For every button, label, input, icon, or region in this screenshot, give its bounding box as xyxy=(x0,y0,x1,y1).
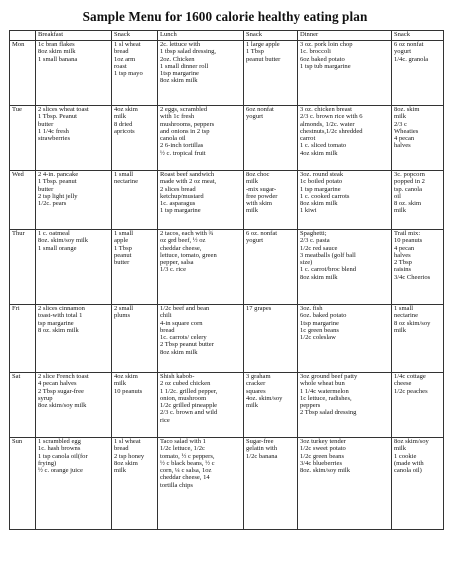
menu-line: 1/4c. granola xyxy=(394,55,429,63)
menu-cell-lunch xyxy=(158,41,244,106)
menu-line: strawberries xyxy=(38,135,70,142)
menu-line: bread xyxy=(114,445,129,453)
menu-line: 1c bran flakes xyxy=(38,41,75,48)
menu-line: toast-with total 1 xyxy=(38,312,83,320)
header-row xyxy=(10,31,444,41)
menu-line: 3/4c blueberries xyxy=(300,459,342,467)
menu-line: 1 sl wheat xyxy=(114,41,141,48)
menu-line: 3c. popcorn xyxy=(394,171,425,178)
menu-line: 3 oz. chicken breast xyxy=(300,106,352,113)
menu-line: 8oz. skim xyxy=(394,106,420,113)
menu-cell-breakfast xyxy=(36,106,112,171)
menu-line: 8oz skim xyxy=(114,459,138,467)
menu-line: 8 dried xyxy=(114,120,133,128)
menu-line: peanut butter xyxy=(246,55,281,63)
menu-cell-snack-3 xyxy=(392,171,444,230)
menu-line: 8oz skim milk xyxy=(300,273,338,281)
menu-cell-breakfast xyxy=(36,230,112,305)
menu-line: 1c lettuce, radishes, xyxy=(300,394,352,402)
menu-line: chili xyxy=(160,312,172,320)
menu-line: corn, ¼ c salsa, 1oz xyxy=(160,467,212,474)
menu-line: almonds, 1/2c. water xyxy=(300,120,355,128)
menu-line: 1 c. oatmeal xyxy=(38,230,70,237)
menu-line: with 1c fresh xyxy=(160,113,195,121)
menu-table xyxy=(9,30,444,530)
menu-line: tortilla chips xyxy=(160,481,193,489)
menu-line: 10 peanuts xyxy=(394,237,423,245)
menu-cell-snack-1 xyxy=(112,171,158,230)
menu-line: raisins xyxy=(394,266,412,274)
menu-line: 1tsp margarine xyxy=(300,319,339,327)
menu-cell-dinner xyxy=(298,373,392,438)
menu-cell-lunch xyxy=(158,230,244,305)
menu-line: 1 small xyxy=(394,305,414,312)
menu-line: ½ c black beans, ½ c xyxy=(160,459,215,467)
menu-line: milk xyxy=(394,207,407,215)
menu-line: 4oz. skim/soy xyxy=(246,394,283,402)
menu-line: tsp. canola xyxy=(394,185,422,193)
menu-line: 4oz skim milk xyxy=(300,149,338,157)
day-cell: Mon xyxy=(10,41,36,106)
menu-cell-snack-2 xyxy=(244,106,298,171)
menu-line: 6oz nonfat xyxy=(246,106,274,113)
menu-line: 2/3 c xyxy=(394,120,407,128)
menu-line: (made with xyxy=(394,459,424,467)
menu-line: 1c green beans xyxy=(300,326,339,334)
menu-line: 1 Tbsp xyxy=(246,48,264,56)
menu-line: milk xyxy=(114,380,127,388)
menu-line: 1c. hash browns xyxy=(38,445,81,453)
menu-line: Wheaties xyxy=(394,127,419,135)
menu-line: 1/2c sweet potato xyxy=(300,445,346,453)
menu-line: milk xyxy=(114,113,127,121)
menu-line: 1 tsp margarine xyxy=(160,207,201,215)
menu-line: 2 slices cinnamon xyxy=(38,305,85,312)
page-title: Sample Menu for 1600 calorie healthy eating plan xyxy=(82,9,368,24)
menu-line: Trail mix: xyxy=(394,230,421,237)
menu-line: 1/2c. pears xyxy=(38,200,67,207)
menu-line: milk xyxy=(246,402,259,409)
table-row xyxy=(10,438,444,530)
menu-cell-dinner xyxy=(298,305,392,373)
menu-line: 8oz choc xyxy=(246,171,270,178)
menu-line: bread xyxy=(160,326,175,334)
menu-line: 2 Tbsp peanut butter xyxy=(160,341,214,349)
menu-line: with skim xyxy=(246,200,273,207)
menu-line: 2 tacos, each with ¾ xyxy=(160,230,214,237)
menu-cell-snack-2 xyxy=(244,41,298,106)
menu-line: 8 oz. skim xyxy=(394,200,422,207)
table-row xyxy=(10,373,444,438)
menu-line: 1/2c lettuce, 1/2c xyxy=(160,445,205,453)
menu-line: 1/2c grilled pineapple xyxy=(160,402,218,409)
menu-line: 1 c. carrot/broc blend xyxy=(300,266,356,274)
menu-line: syrup xyxy=(38,394,53,402)
menu-line: 1 scrambled egg xyxy=(38,438,81,445)
menu-line: 1 Tbsp. peanut xyxy=(38,178,77,186)
menu-line: free powder xyxy=(246,192,278,200)
menu-cell-snack-3 xyxy=(392,230,444,305)
menu-line: 4-in square corn xyxy=(160,319,203,327)
menu-line: lettuce, tomato, green xyxy=(160,251,217,259)
menu-line: 1/4c cottage xyxy=(394,373,426,380)
menu-line: 4 pecan xyxy=(394,244,415,252)
menu-line: 2/3 c. brown rice with 6 xyxy=(300,113,363,121)
menu-line: 4 pecan xyxy=(394,135,415,142)
menu-line: milk xyxy=(394,113,407,121)
menu-cell-dinner xyxy=(298,171,392,230)
menu-line: ½ c. tropical fruit xyxy=(160,149,206,157)
menu-line: 2 Tbsp sugar-free xyxy=(38,387,84,395)
menu-cell-dinner xyxy=(298,41,392,106)
day-cell: Thur xyxy=(10,230,36,305)
menu-line: 6 oz. nonfat xyxy=(246,230,278,237)
menu-line: 6oz baked potato xyxy=(300,55,345,63)
menu-line: canola oil) xyxy=(394,467,422,474)
table-row xyxy=(10,106,444,171)
menu-line: frying) xyxy=(38,459,57,467)
menu-cell-snack-3 xyxy=(392,41,444,106)
menu-cell-snack-1 xyxy=(112,41,158,106)
menu-line: 8oz skim milk xyxy=(38,48,76,56)
menu-line: roast xyxy=(114,62,127,70)
menu-line: ketchup/mustard xyxy=(160,192,204,200)
menu-line: 2 eggs, scrambled xyxy=(160,106,208,113)
menu-line: apple xyxy=(114,237,129,245)
day-cell: Wed xyxy=(10,171,36,230)
menu-line: 1 Tbsp xyxy=(114,244,132,252)
menu-cell-snack-3 xyxy=(392,373,444,438)
menu-line: butter xyxy=(38,185,54,193)
menu-line: 2 tsp light jelly xyxy=(38,192,78,200)
menu-line: 1 small orange xyxy=(38,244,77,252)
menu-line: 1 small xyxy=(114,230,134,237)
menu-cell-snack-1 xyxy=(112,106,158,171)
menu-line: tsp margarine xyxy=(38,319,74,327)
header-lunch: Lunch xyxy=(158,31,244,41)
menu-line: 2 slice French toast xyxy=(38,373,89,380)
header-dinner: Dinner xyxy=(298,31,392,41)
menu-line: 2oz. Chicken xyxy=(160,55,195,63)
menu-line: -mix sugar- xyxy=(246,185,277,193)
menu-line: 1 Tbsp. Peanut xyxy=(38,113,77,121)
menu-line: halves xyxy=(394,251,411,259)
menu-line: oz grd beef, ½ oz xyxy=(160,237,206,245)
day-cell: Fri xyxy=(10,305,36,373)
menu-cell-snack-2 xyxy=(244,438,298,530)
menu-line: 2/3 c. pasta xyxy=(300,237,330,245)
menu-line: cheese xyxy=(394,380,412,388)
menu-line: Sugar-free xyxy=(246,438,274,445)
menu-line: gelatin with xyxy=(246,445,278,453)
menu-line: apricots xyxy=(114,127,135,135)
menu-line: 2 slices bread xyxy=(160,185,196,193)
menu-line: 3 meatballs (golf ball xyxy=(300,251,356,259)
menu-cell-snack-2 xyxy=(244,373,298,438)
menu-line: 8 oz skim/soy xyxy=(394,319,431,327)
menu-line: 8oz. skim/soy milk xyxy=(300,467,351,474)
menu-line: 10 peanuts xyxy=(114,387,143,395)
menu-cell-snack-3 xyxy=(392,106,444,171)
menu-line: 17 grapes xyxy=(246,305,272,312)
menu-line: 8oz skim milk xyxy=(160,77,198,85)
menu-cell-lunch xyxy=(158,305,244,373)
header-day xyxy=(10,31,36,41)
menu-line: Shish kabob- xyxy=(160,373,195,380)
menu-line: mushrooms, peppers xyxy=(160,120,215,128)
header-breakfast: Breakfast xyxy=(36,31,112,41)
menu-line: 1/3 c. rice xyxy=(160,266,186,274)
menu-line: 1/2c beef and bean xyxy=(160,305,210,312)
menu-line: 8oz. skim/soy milk xyxy=(38,237,89,245)
menu-line: 3oz. fish xyxy=(300,305,323,312)
menu-line: 3oz turkey tender xyxy=(300,438,346,445)
menu-line: 4 pecan halves xyxy=(38,380,77,388)
day-cell: Sun xyxy=(10,438,36,530)
menu-line: peppers xyxy=(300,402,321,409)
menu-line: yogurt xyxy=(246,237,264,245)
menu-line: butter xyxy=(38,120,54,128)
menu-cell-snack-1 xyxy=(112,438,158,530)
menu-cell-dinner xyxy=(298,438,392,530)
menu-cell-breakfast xyxy=(36,305,112,373)
menu-line: 1 1/4c fresh xyxy=(38,127,69,135)
table-row xyxy=(10,41,444,106)
menu-line: 2 6-inch tortillas xyxy=(160,142,204,150)
menu-line: 8oz skim milk xyxy=(300,200,338,207)
menu-line: 1c. carrots/ celery xyxy=(160,334,207,341)
menu-line: 1 small dinner roll xyxy=(160,62,209,70)
menu-line: 3 graham xyxy=(246,373,271,380)
table-row xyxy=(10,230,444,305)
menu-line: 1tsp margarine xyxy=(160,70,199,77)
menu-line: pepper, salsa xyxy=(160,259,194,266)
menu-line: popped in 2 xyxy=(394,178,425,186)
menu-line: 1 cookie xyxy=(394,452,417,460)
menu-line: made with 2 oz meat, xyxy=(160,178,217,186)
menu-line: onion, mushroom xyxy=(160,394,207,402)
menu-line: squares xyxy=(246,387,266,395)
menu-cell-breakfast xyxy=(36,41,112,106)
menu-cell-dinner xyxy=(298,230,392,305)
menu-cell-breakfast xyxy=(36,171,112,230)
menu-line: size) xyxy=(300,259,313,266)
menu-line: 4oz skim xyxy=(114,373,138,380)
menu-cell-breakfast xyxy=(36,438,112,530)
menu-cell-snack-1 xyxy=(112,305,158,373)
menu-line: 1 tbsp salad dressing, xyxy=(160,48,217,56)
menu-line: 2c. lettuce with xyxy=(160,41,201,48)
menu-line: carrot xyxy=(300,135,316,142)
menu-line: 1/2c peaches xyxy=(394,387,428,395)
menu-line: butter xyxy=(114,259,130,266)
menu-line: 2 Tbsp salad dressing xyxy=(300,409,357,417)
menu-line: 1 1/4c watermelon xyxy=(300,387,349,395)
menu-cell-snack-2 xyxy=(244,230,298,305)
menu-cell-snack-3 xyxy=(392,438,444,530)
menu-line: 1 tsp mayo xyxy=(114,70,143,77)
menu-body xyxy=(10,41,444,530)
menu-line: 1c. asparagus xyxy=(160,200,196,207)
header-snack-1: Snack xyxy=(112,31,158,41)
menu-line: 1 kiwi xyxy=(300,207,317,215)
menu-line: 1c. broccoli xyxy=(300,48,331,56)
menu-cell-dinner xyxy=(298,106,392,171)
menu-line: 2 Tbsp xyxy=(394,259,412,266)
menu-line: cheddar cheese, xyxy=(160,244,202,252)
menu-line: 1 small xyxy=(114,171,134,178)
menu-line: 1 tsp tub margarine xyxy=(300,62,351,70)
menu-line: 1/2c coleslaw xyxy=(300,334,336,341)
menu-line: 6 oz nonfat xyxy=(394,41,424,48)
menu-line: 8oz skim milk xyxy=(160,348,198,356)
menu-line: and onions in 2 tsp xyxy=(160,127,210,135)
menu-line: Spaghetti; xyxy=(300,230,327,237)
menu-line: 1 c. cooked carrots xyxy=(300,192,350,200)
menu-cell-snack-1 xyxy=(112,230,158,305)
header-snack-2: Snack xyxy=(244,31,298,41)
menu-line: 6oz. baked potato xyxy=(300,312,347,320)
menu-line: 1 small banana xyxy=(38,55,78,63)
menu-line: 3oz. round steak xyxy=(300,171,344,178)
menu-line: milk xyxy=(246,178,259,186)
menu-line: Roast beef sandwich xyxy=(160,171,215,178)
menu-line: 2 oz cubed chicken xyxy=(160,380,211,388)
day-cell: Sat xyxy=(10,373,36,438)
menu-line: 2 tsp honey xyxy=(114,452,145,460)
menu-line: oil xyxy=(394,192,401,200)
menu-line: 2/3 c. brown and wild xyxy=(160,409,218,417)
menu-cell-lunch xyxy=(158,171,244,230)
menu-cell-breakfast xyxy=(36,373,112,438)
menu-line: 3 oz. pork loin chop xyxy=(300,41,353,48)
menu-line: bread xyxy=(114,48,129,56)
menu-line: 1oz arm xyxy=(114,55,136,63)
menu-cell-snack-1 xyxy=(112,373,158,438)
menu-line: 1 large apple xyxy=(246,41,280,48)
menu-line: 8oz skim/soy milk xyxy=(38,402,87,409)
menu-cell-lunch xyxy=(158,106,244,171)
menu-line: milk xyxy=(394,445,407,453)
menu-line: 4oz skim xyxy=(114,106,138,113)
menu-line: halves xyxy=(394,142,411,150)
menu-cell-lunch xyxy=(158,438,244,530)
menu-line: 1 tsp margarine xyxy=(300,185,341,193)
menu-line: Taco salad with 1 xyxy=(160,438,206,445)
menu-line: plums xyxy=(114,312,131,320)
menu-line: 2 small xyxy=(114,305,134,312)
menu-line: 8 oz. skim milk xyxy=(38,326,79,334)
menu-line: 1c boiled potato xyxy=(300,178,343,186)
menu-line: cheddar cheese, 14 xyxy=(160,474,210,482)
menu-cell-snack-2 xyxy=(244,305,298,373)
menu-line: nectarine xyxy=(394,312,418,320)
menu-line: milk xyxy=(246,207,259,215)
menu-line: 3oz ground beef patty xyxy=(300,373,358,380)
day-cell: Tue xyxy=(10,106,36,171)
menu-line: nectarine xyxy=(114,178,138,186)
menu-line: tomato, ½ c peppers, xyxy=(160,452,215,460)
menu-line: 1 c. sliced tomato xyxy=(300,142,347,150)
menu-line: yogurt xyxy=(246,113,264,121)
menu-cell-snack-2 xyxy=(244,171,298,230)
menu-line: rice xyxy=(160,416,170,424)
menu-line: whole wheat bun xyxy=(300,380,345,388)
menu-line: milk xyxy=(114,467,127,474)
menu-line: 1 sl wheat xyxy=(114,438,141,445)
menu-line: 2 4-in. pancake xyxy=(38,171,79,178)
menu-line: canola oil xyxy=(160,135,186,142)
menu-cell-snack-3 xyxy=(392,305,444,373)
menu-line: ½ c. orange juice xyxy=(38,467,83,474)
menu-line: 8oz skim/soy xyxy=(394,438,429,445)
menu-line: chestnuts,1/2c shredded xyxy=(300,127,363,135)
menu-line: 3/4c Cheerios xyxy=(394,273,431,281)
header-snack-3: Snack xyxy=(392,31,444,41)
menu-line: 1/2c green beans xyxy=(300,452,344,460)
menu-line: cracker xyxy=(246,380,266,388)
menu-line: 1 tsp canola oil(for xyxy=(38,452,88,460)
menu-line: 1/2c red sauce xyxy=(300,244,338,252)
menu-line: milk xyxy=(394,326,407,334)
table-row xyxy=(10,171,444,230)
menu-line: 1/2c banana xyxy=(246,452,278,460)
menu-line: peanut xyxy=(114,251,132,259)
menu-line: 1 1/2c. grilled pepper, xyxy=(160,387,218,395)
menu-cell-lunch xyxy=(158,373,244,438)
menu-line: yogurt xyxy=(394,48,412,56)
menu-line: 2 slices wheat toast xyxy=(38,106,89,113)
table-row xyxy=(10,305,444,373)
